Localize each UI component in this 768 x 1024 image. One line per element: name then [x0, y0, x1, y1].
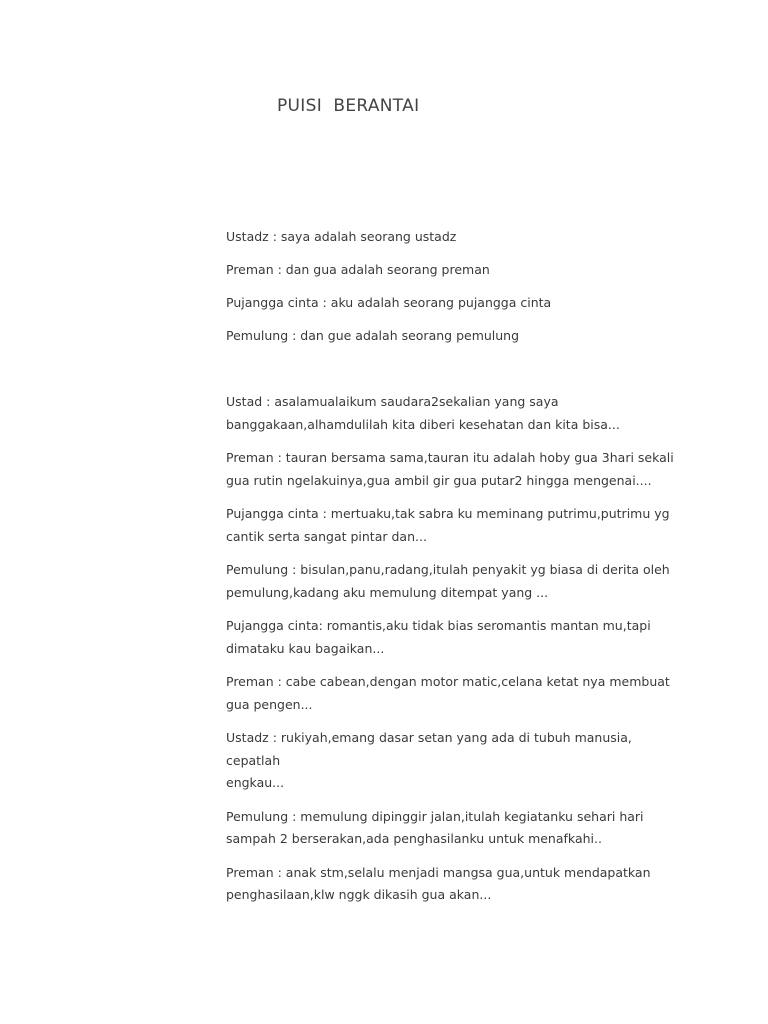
verse-line: Preman : anak stm,selalu menjadi mangsa gua,untuk mendapatkan [226, 864, 651, 880]
verse-paragraph [226, 615, 686, 660]
verse-paragraph [226, 559, 686, 604]
verses-section [226, 391, 686, 918]
verse-paragraph [226, 503, 686, 548]
verse-line: Pujangga cinta: romantis,aku tidak bias seromantis mantan mu,tapi [226, 618, 651, 633]
verse-line: penghasilaan,klw nggk dikasih gua akan... [226, 887, 492, 902]
verse-line: Pemulung : bisulan,panu,radang,itulah penyakit yg biasa di derita oleh [226, 562, 670, 577]
verse-paragraph [226, 671, 686, 716]
verse-line: Preman : tauran bersama sama,tauran itu adalah hoby gua 3hari sekali [226, 450, 674, 465]
verse-line: pemulung,kadang aku memulung ditempat yang ... [226, 584, 549, 600]
intro-line: Pujangga cinta : aku adalah seorang pujangga cinta [226, 295, 552, 310]
verse-line: Ustadz : rukiyah,emang dasar setan yang ada di tubuh manusia, cepatlah [226, 730, 632, 768]
verse-line: sampah 2 berserakan,ada penghasilanku untuk menafkahi.. [226, 831, 602, 846]
verse-paragraph [226, 727, 686, 795]
verse-line: Pujangga cinta : mertuaku,tak sabra ku meminang putrimu,putrimu yg [226, 506, 670, 521]
verse-paragraph [226, 862, 686, 907]
verse-paragraph [226, 447, 686, 492]
verse-line: banggakaan,alhamdulilah kita diberi kesehatan dan kita bisa... [226, 416, 620, 432]
document-title: PUISI BERANTAI [277, 96, 420, 116]
verse-paragraph [226, 806, 686, 851]
verse-line: dimataku kau bagaikan... [226, 640, 385, 656]
intro-line: Pemulung : dan gue adalah seorang pemulung [226, 328, 520, 343]
verse-line: cantik serta sangat pintar dan... [226, 528, 427, 544]
intro-section [226, 227, 696, 359]
verse-line: Pemulung : memulung dipinggir jalan,itulah kegiatanku sehari hari [226, 808, 644, 824]
verse-line: Ustad : asalamualaikum saudara2sekalian yang saya [226, 394, 559, 409]
intro-line: Preman : dan gua adalah seorang preman [226, 262, 490, 277]
verse-paragraph [226, 391, 686, 436]
intro-line: Ustadz : saya adalah seorang ustadz [226, 229, 457, 244]
verse-line: Preman : cabe cabean,dengan motor matic,celana ketat nya membuat [226, 674, 670, 689]
verse-line: engkau... [226, 775, 285, 790]
verse-line: gua pengen... [226, 696, 313, 712]
verse-line: gua rutin ngelakuinya,gua ambil gir gua putar2 hingga mengenai.... [226, 472, 652, 488]
